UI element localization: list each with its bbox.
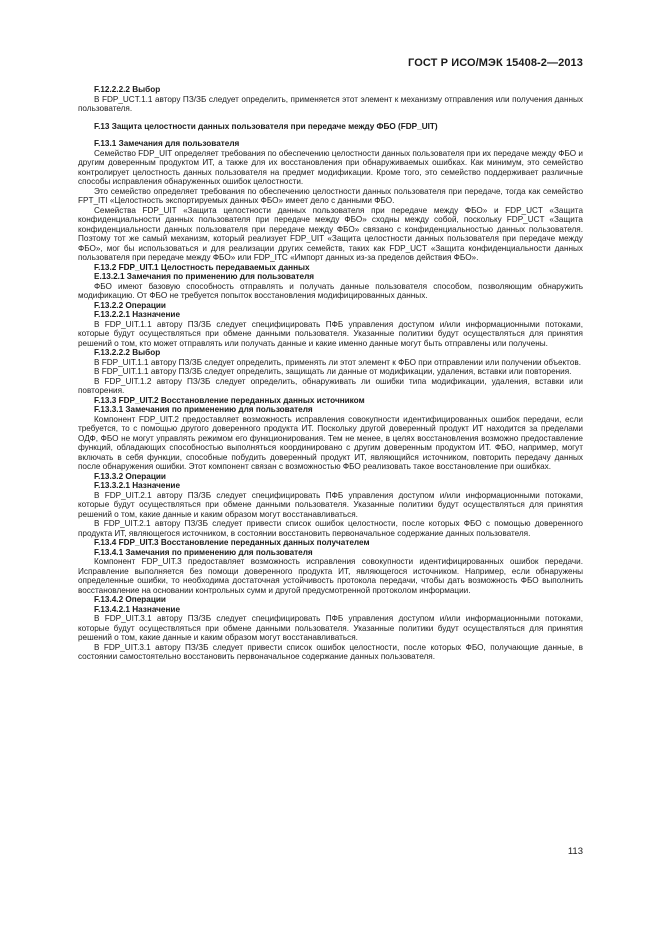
section-heading: Е.13.2.1 Замечания по применению для пользователя — [94, 272, 315, 281]
section-heading: F.13.2 FDP_UIT.1 Целостность передаваемых данных — [94, 262, 310, 272]
paragraph: В FDP_UIT.3.1 автору ПЗ/ЗБ следует специфицировать ПФБ управления доступом и/или информационными потоками, которые будут осуществляться при обмене данными пользователя. Указанные политики будут осуществляться для принятия решений о том, какие данные и каким образом могут восстанавливаться. — [78, 614, 583, 642]
paragraph: Семейство FDP_UIT определяет требования по обеспечению целостности данных пользователя при их передаче между ФБО и другим доверенным продуктом ИТ, а также для их восстановления при обнаруживаемых ошибках. Как минимум, это семейство контролирует целостность данных пользователя на предмет модификации. Кроме того, это семейство поддерживает различные способы исправления обнаруженных ошибок целостности. — [78, 148, 583, 186]
section-heading: F.13.3.1 Замечания по применению для пользователя — [94, 405, 313, 414]
paragraph: Компонент FDP_UIT.3 предоставляет возможность исправления совокупности идентифицированных ошибок передачи. Исправление выполняется без помощи доверенного продукта ИТ, являющегося источником. Например, если обнаружены определенные ошибки, то необходима достаточная устойчивость протокола передачи, чтобы дать возможность ФБО выполнить восстановление на основании контрольных сумм и другой предусмотренной протоколом информации. — [78, 557, 583, 595]
section-heading: F.13.4.2.1 Назначение — [94, 604, 181, 614]
section-heading: F.13.2.2.1 Назначение — [94, 310, 181, 319]
paragraph: В FDP_UIT.2.1 автору ПЗ/ЗБ следует привести список ошибок целостности, после которых ФБО с помощью доверенного продукта ИТ, являющегося источником, в состоянии восстановить первоначальное содержание данных пользователя. — [78, 519, 583, 538]
paragraph: Компонент FDP_UIT.2 предоставляет возможность исправления совокупности идентифицированных ошибок передачи, если требуется, то с помощью другого доверенного продукта ИТ. Поскольку другой доверенный продукт ИТ находится за пределами ОДФ, ФБО не могут управлять режимом его функционирования. Тем не менее, в целях восстановления возможно предоставление функций, обладающих способностью выполняться координировано с другим доверенным продуктом ИТ. ФБО, например, могут включать в себя функции, способные побудить доверенный продукт ИТ, являющийся источником, повторить передачу данных после обнаружения ошибки. Этот компонент связан с возможностью ФБО реализовать такое восстановление при ошибках. — [78, 414, 583, 471]
section-heading: F.12.2.2.2 Выбор — [94, 85, 161, 94]
section-heading: F.13.4.1 Замечания по применению для пользователя — [94, 547, 313, 557]
section-heading: F.13.4 FDP_UIT.3 Восстановление переданных данных получателем — [94, 538, 370, 547]
document-body — [78, 85, 583, 662]
section-heading: F.13.2.2 Операции — [94, 300, 166, 310]
standard-header: ГОСТ Р ИСО/МЭК 15408-2—2013 — [408, 57, 583, 69]
section-heading: F.13.3 FDP_UIT.2 Восстановление переданных данных источником — [94, 395, 365, 405]
section-heading: F.13.4.2 Операции — [94, 595, 166, 604]
paragraph: Семейства FDP_UIT «Защита целостности данных пользователя при передаче между ФБО» и FDP_UCT «Защита конфиденциальности данных пользователя при передаче между ФБО» сходны между собой, поскольку FDP_UCT «Защита конфиденциальности данных пользователя при передаче между ФБО» связано с конфиденциальностью данных пользователя. Поэтому тот же самый механизм, который реализует FDP_UIT «Защита целостности данных пользователя при передаче между ФБО», мог бы использоваться и для реализации других семейств, таких как FDP_UCT «Защита конфиденциальности данных пользователя при передаче между ФБО» или FDP_ITC «Импорт данных из-за пределов действия ФБО». — [78, 205, 583, 262]
section-heading: F.13.2.2.2 Выбор — [94, 348, 161, 357]
paragraph: Это семейство определяет требования по обеспечению целостности данных пользователя при передаче, тогда как семейство FPT_ITI «Целостность экспортируемых данных ФБО» имеет дело с данными ФБО. — [78, 186, 583, 205]
paragraph: В FDP_UIT.3.1 автору ПЗ/ЗБ следует привести список ошибок целостности, после которых ФБО, получающие данные, в состоянии самостоятельно восстановить первоначальное содержание данных пользователя. — [78, 642, 583, 661]
section-heading: F.13.3.2 Операции — [94, 471, 166, 481]
paragraph: ФБО имеют базовую способность отправлять и получать данные пользователя способом, позволяющим обнаружить модификацию. От ФБО не требуется попыток восстановления модифицированных данных. — [78, 281, 583, 300]
paragraph: В FDP_UCT.1.1 автору ПЗ/ЗБ следует определить, применяется этот элемент к механизму отправления или получения данных пользователя. — [78, 94, 583, 113]
page-number: 113 — [567, 846, 583, 857]
paragraph: В FDP_UIT.1.1 автору ПЗ/ЗБ следует определить, применять ли этот элемент к ФБО при отправлении или получении объектов. — [94, 357, 582, 367]
section-heading: F.13.1 Замечания для пользователя — [94, 139, 240, 148]
paragraph: В FDP_UIT.1.1 автору ПЗ/ЗБ следует специфицировать ПФБ управления доступом и/или информационными потоками, которые будут осуществляться при обмене данными пользователя. Указанные политики будут осуществляться для принятия решений о том, кто может отправлять или получать данные и какие именно данные могут быть отправлены или получены. — [78, 319, 583, 348]
paragraph: В FDP_UIT.1.1 автору ПЗ/ЗБ следует определить, защищать ли данные от модификации, удаления, вставки или повторения. — [94, 367, 572, 376]
paragraph: В FDP_UIT.1.2 автору ПЗ/ЗБ следует определить, обнаруживать ли ошибки типа модификации, удаления, вставки или повторения. — [78, 376, 583, 395]
section-heading: F.13 Защита целостности данных пользователя при передаче между ФБО (FDP_UIT) — [94, 121, 438, 131]
paragraph: В FDP_UIT.2.1 автору ПЗ/ЗБ следует специфицировать ПФБ управления доступом и/или информационными потоками, которые будут осуществляться при обмене данными пользователя. Указанные политики будут осуществляться для принятия решений о том, какие данные и каким образом могут восстанавливаться. — [78, 490, 583, 519]
section-heading: F.13.3.2.1 Назначение — [94, 481, 181, 490]
